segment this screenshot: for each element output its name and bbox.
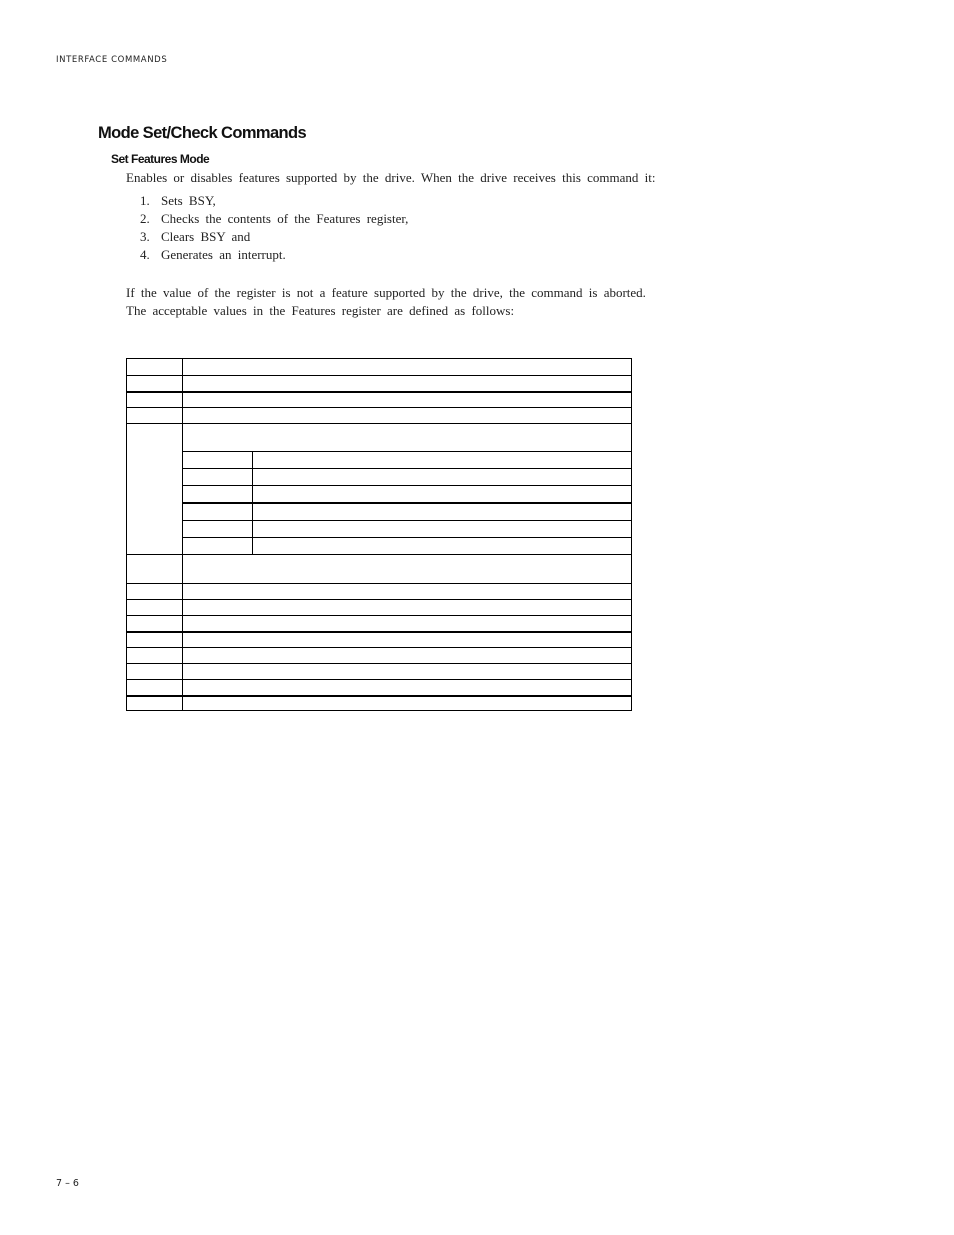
table-cell xyxy=(127,584,183,600)
step-text: Generates an interrupt. xyxy=(161,247,286,262)
table-cell xyxy=(183,538,253,555)
table-row xyxy=(127,632,632,648)
table-cell xyxy=(127,632,183,648)
step-text: Sets BSY, xyxy=(161,193,216,208)
table-row xyxy=(183,452,631,469)
table-cell xyxy=(127,648,183,664)
table-cell-group xyxy=(183,424,632,555)
table-cell xyxy=(183,600,632,616)
table-cell xyxy=(253,452,632,469)
page-number: 7 – 6 xyxy=(56,1178,79,1189)
table-row xyxy=(127,376,632,392)
table-cell xyxy=(127,616,183,632)
sub-table-heading xyxy=(183,424,631,451)
features-paragraph-line-2: The acceptable values in the Features register are defined as follows: xyxy=(126,303,515,318)
table-cell xyxy=(183,555,632,584)
table-cell xyxy=(183,696,632,711)
features-paragraph-line-1: If the value of the register is not a feature supported by the drive, the command is aborted. xyxy=(126,285,646,300)
table-cell xyxy=(183,486,253,504)
table-row xyxy=(127,664,632,680)
table-cell xyxy=(183,452,253,469)
table-row xyxy=(127,555,632,584)
section-title: Mode Set/Check Commands xyxy=(98,124,307,142)
intro-paragraph: Enables or disables features supported by the drive. When the drive receives this command it: xyxy=(126,170,656,185)
table-row xyxy=(127,408,632,424)
list-item xyxy=(140,210,408,228)
table-row xyxy=(183,521,631,538)
table-cell xyxy=(253,538,632,555)
table-row xyxy=(127,600,632,616)
list-item xyxy=(140,228,408,246)
steps-list xyxy=(140,192,408,264)
step-text: Checks the contents of the Features register, xyxy=(161,211,409,226)
table-row xyxy=(183,486,631,504)
table-cell xyxy=(183,616,632,632)
table-row xyxy=(127,696,632,711)
features-register-table xyxy=(126,358,632,711)
table-cell xyxy=(127,555,183,584)
table-cell xyxy=(127,680,183,696)
table-cell xyxy=(127,408,183,424)
table-row xyxy=(183,469,631,486)
table-cell xyxy=(253,486,632,504)
table-row xyxy=(183,503,631,521)
table-row xyxy=(127,616,632,632)
sub-table xyxy=(183,451,631,554)
table-cell xyxy=(183,408,632,424)
table-cell xyxy=(183,392,632,408)
subsection-title: Set Features Mode xyxy=(111,152,210,166)
step-text: Clears BSY and xyxy=(161,229,251,244)
table-cell xyxy=(127,376,183,392)
table-cell xyxy=(183,469,253,486)
table-cell xyxy=(183,664,632,680)
table-cell xyxy=(183,376,632,392)
table-cell xyxy=(253,503,632,521)
table-cell xyxy=(183,521,253,538)
step-number: 3. xyxy=(140,229,150,244)
table-row xyxy=(127,359,632,376)
table-cell xyxy=(183,648,632,664)
table-row xyxy=(127,680,632,696)
table-cell xyxy=(183,359,632,376)
features-paragraph xyxy=(126,284,646,320)
table-cell xyxy=(183,632,632,648)
list-item xyxy=(140,246,408,264)
table-row xyxy=(183,538,631,555)
table-cell xyxy=(183,503,253,521)
table-cell xyxy=(127,664,183,680)
table-cell xyxy=(127,696,183,711)
table-cell xyxy=(127,359,183,376)
table-row xyxy=(127,584,632,600)
table-cell xyxy=(127,424,183,555)
table-row xyxy=(127,648,632,664)
table-cell xyxy=(127,392,183,408)
table-cell xyxy=(253,469,632,486)
step-number: 2. xyxy=(140,211,150,226)
step-number: 4. xyxy=(140,247,150,262)
table-row xyxy=(127,424,632,555)
table-cell xyxy=(253,521,632,538)
table-cell xyxy=(183,584,632,600)
table-cell xyxy=(127,600,183,616)
table-row xyxy=(127,392,632,408)
list-item xyxy=(140,192,408,210)
running-head: INTERFACE COMMANDS xyxy=(56,55,168,65)
step-number: 1. xyxy=(140,193,150,208)
table-cell xyxy=(183,680,632,696)
